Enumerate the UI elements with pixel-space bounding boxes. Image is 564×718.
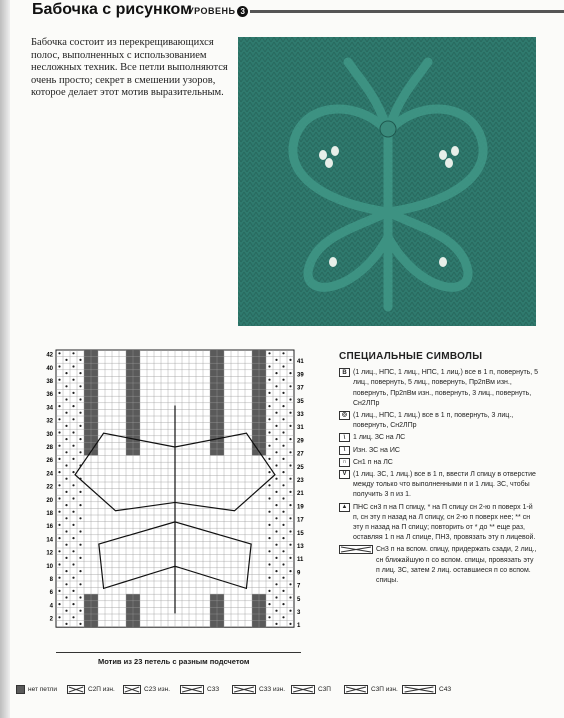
special-symbol-item	[339, 368, 539, 409]
page-header	[10, 0, 564, 22]
row-number-left: 40	[46, 365, 53, 372]
legend-symbol-icon	[16, 685, 25, 694]
page-title: Бабочка с рисунком	[32, 1, 192, 18]
no-stitch-column	[259, 594, 266, 627]
row-number-left: 34	[46, 405, 53, 412]
row-number-right: 15	[297, 530, 304, 537]
special-symbols-section	[339, 352, 539, 588]
chart-symbol-icon	[339, 545, 373, 554]
legend-label: нет петли	[28, 686, 57, 693]
row-number-left: 10	[46, 563, 53, 570]
legend-item	[16, 685, 57, 694]
legend-symbol-icon	[291, 685, 315, 694]
row-number-left: 22	[46, 484, 53, 491]
row-number-right: 13	[297, 544, 304, 550]
row-number-left: 12	[46, 550, 53, 557]
stitch-chart	[38, 345, 318, 635]
special-symbol-item	[339, 411, 539, 431]
row-number-left: 6	[49, 590, 53, 597]
chart-symbol-icon: V	[339, 470, 350, 479]
stitch-chart-grid	[38, 345, 318, 635]
knitted-butterfly-photo	[238, 37, 536, 326]
legend-item	[67, 685, 115, 694]
special-symbol-text: Изн. ЗС на ИС	[353, 446, 400, 454]
intro-paragraph: Бабочка состоит из перекрещивающихся полос, выполненных с использованием несложных техник. Все петли выполняются очень просто; секрет в смешении узоров, которое делает этот мотив выразительным.	[31, 37, 228, 99]
chart-symbol-icon: \	[339, 446, 350, 455]
no-stitch-column	[210, 594, 217, 627]
legend-label: С2П изн.	[88, 686, 115, 693]
special-symbol-text: ПНС сн3 п на П спицу, * на П спицу сн 2-ю п поверх 1-й п, сн эту п назад на Л спицу, сн 2-ю п поверх нее; ** сн эту п назад на П спицу; повторить от * до ** еще раз, оставляя 1 п на Л спице, ПНЗ, провязать эту п лицевой.	[353, 503, 536, 542]
legend-item	[344, 685, 398, 694]
no-stitch-column	[91, 594, 98, 627]
legend-symbol-icon	[67, 685, 85, 694]
special-symbol-item	[339, 470, 539, 501]
special-symbol-text: Сн1 п на ЛС	[353, 458, 393, 466]
row-number-right: 3	[297, 610, 301, 616]
special-symbol-text: (1 лиц., НПС, 1 лиц.) все в 1 п, повернуть, 3 лиц., повернуть, Сн2ЛПр	[353, 412, 514, 430]
special-symbol-item	[339, 503, 539, 544]
special-symbol-text: (1 лиц., НПС, 1 лиц., НПС, 1 лиц.) все в 1 п, повернуть, 5 лиц., повернуть, 5 лиц., повернуть, Пр2пВм изн., повернуть, Пр2пВм изн., повернуть, 3 лиц., повернуть, Сн2ЛПр	[353, 369, 539, 407]
no-stitch-column	[126, 594, 133, 627]
chart-symbol-icon: B	[339, 368, 350, 377]
row-number-right: 33	[297, 412, 304, 418]
row-number-left: 30	[46, 431, 53, 438]
row-number-left: 2	[49, 616, 53, 623]
row-number-right: 5	[297, 596, 301, 603]
row-number-left: 18	[46, 511, 53, 517]
no-stitch-column	[84, 594, 91, 627]
row-number-left: 8	[49, 577, 53, 583]
legend-symbol-icon	[344, 685, 368, 694]
chart-symbol-icon: ▲	[339, 503, 350, 512]
row-number-right: 41	[297, 359, 304, 366]
special-symbol-item	[339, 545, 539, 586]
header-rule	[250, 10, 564, 13]
legend-label: С3З изн.	[259, 686, 286, 693]
legend-label: С4З	[439, 686, 452, 693]
chart-caption: Мотив из 23 петель с разным подсчетом	[98, 657, 250, 666]
legend-item	[402, 685, 451, 694]
legend-item	[123, 685, 170, 694]
legend-symbol-icon	[232, 685, 256, 694]
level-label	[188, 6, 248, 17]
special-symbol-item	[339, 458, 539, 468]
chart-symbol-icon: ◎	[339, 411, 350, 420]
row-number-left: 28	[46, 445, 53, 451]
row-number-right: 21	[297, 491, 304, 498]
no-stitch-column	[133, 594, 140, 627]
row-number-right: 29	[297, 438, 304, 445]
row-number-right: 17	[297, 517, 304, 524]
row-number-right: 31	[297, 425, 304, 432]
row-number-left: 26	[46, 458, 53, 465]
row-number-left: 36	[46, 392, 53, 399]
chart-symbol-icon: ∩	[339, 458, 350, 467]
chart-legend	[10, 681, 564, 699]
row-number-left: 16	[46, 524, 53, 531]
row-number-right: 39	[297, 372, 304, 379]
legend-label: С2З изн.	[144, 686, 171, 693]
row-number-left: 14	[46, 537, 53, 544]
legend-symbol-icon	[180, 685, 204, 694]
row-number-left: 38	[46, 379, 53, 385]
caption-rule	[56, 652, 301, 653]
legend-symbol-icon	[123, 685, 141, 694]
legend-label: С3П	[318, 686, 331, 693]
legend-label: С3З	[207, 686, 220, 693]
legend-item	[232, 685, 285, 694]
legend-symbol-icon	[402, 685, 436, 694]
row-number-right: 1	[297, 623, 301, 630]
special-symbol-item	[339, 446, 539, 456]
row-number-left: 20	[46, 497, 53, 504]
row-number-right: 23	[297, 478, 304, 484]
row-number-right: 27	[297, 451, 304, 458]
legend-item	[291, 685, 331, 694]
chart-symbol-icon: \	[339, 433, 350, 442]
row-number-right: 25	[297, 464, 304, 471]
special-symbol-text: 1 лиц. ЗС на ЛС	[353, 434, 406, 442]
special-symbol-text: Сн3 п на вспом. спицу, придержать сзади, 2 лиц., сн ближайшую п со вспом. спицы, провязать эту п лиц. ЗС, затем 2 лиц. оставшиеся п со вспом. спицы.	[376, 546, 537, 585]
special-symbols-heading: СПЕЦИАЛЬНЫЕ СИМВОЛЫ	[339, 351, 483, 362]
special-symbol-text: (1 лиц. ЗС, 1 лиц.) все в 1 п, ввести Л спицу в отверстие между только что выполненными п и 1 лиц. ЗС, чтобы получить 3 п из 1.	[353, 471, 536, 499]
level-text: УРОВЕНЬ	[188, 6, 236, 16]
level-number-badge: 3	[237, 6, 248, 17]
legend-item	[180, 685, 219, 694]
row-number-right: 9	[297, 570, 301, 577]
row-number-right: 7	[297, 583, 301, 590]
row-number-left: 24	[46, 471, 53, 478]
row-number-right: 19	[297, 504, 304, 511]
no-stitch-column	[217, 594, 224, 627]
row-number-left: 4	[49, 603, 53, 610]
special-symbol-item	[339, 433, 539, 443]
row-number-right: 37	[297, 385, 304, 392]
special-symbols-list	[339, 368, 539, 586]
row-number-left: 32	[46, 418, 53, 425]
row-number-left: 42	[46, 352, 53, 359]
no-stitch-column	[252, 594, 259, 627]
book-spine	[0, 0, 10, 718]
row-number-right: 35	[297, 398, 304, 405]
row-number-right: 11	[297, 557, 304, 564]
legend-label: С3П изн.	[371, 686, 398, 693]
